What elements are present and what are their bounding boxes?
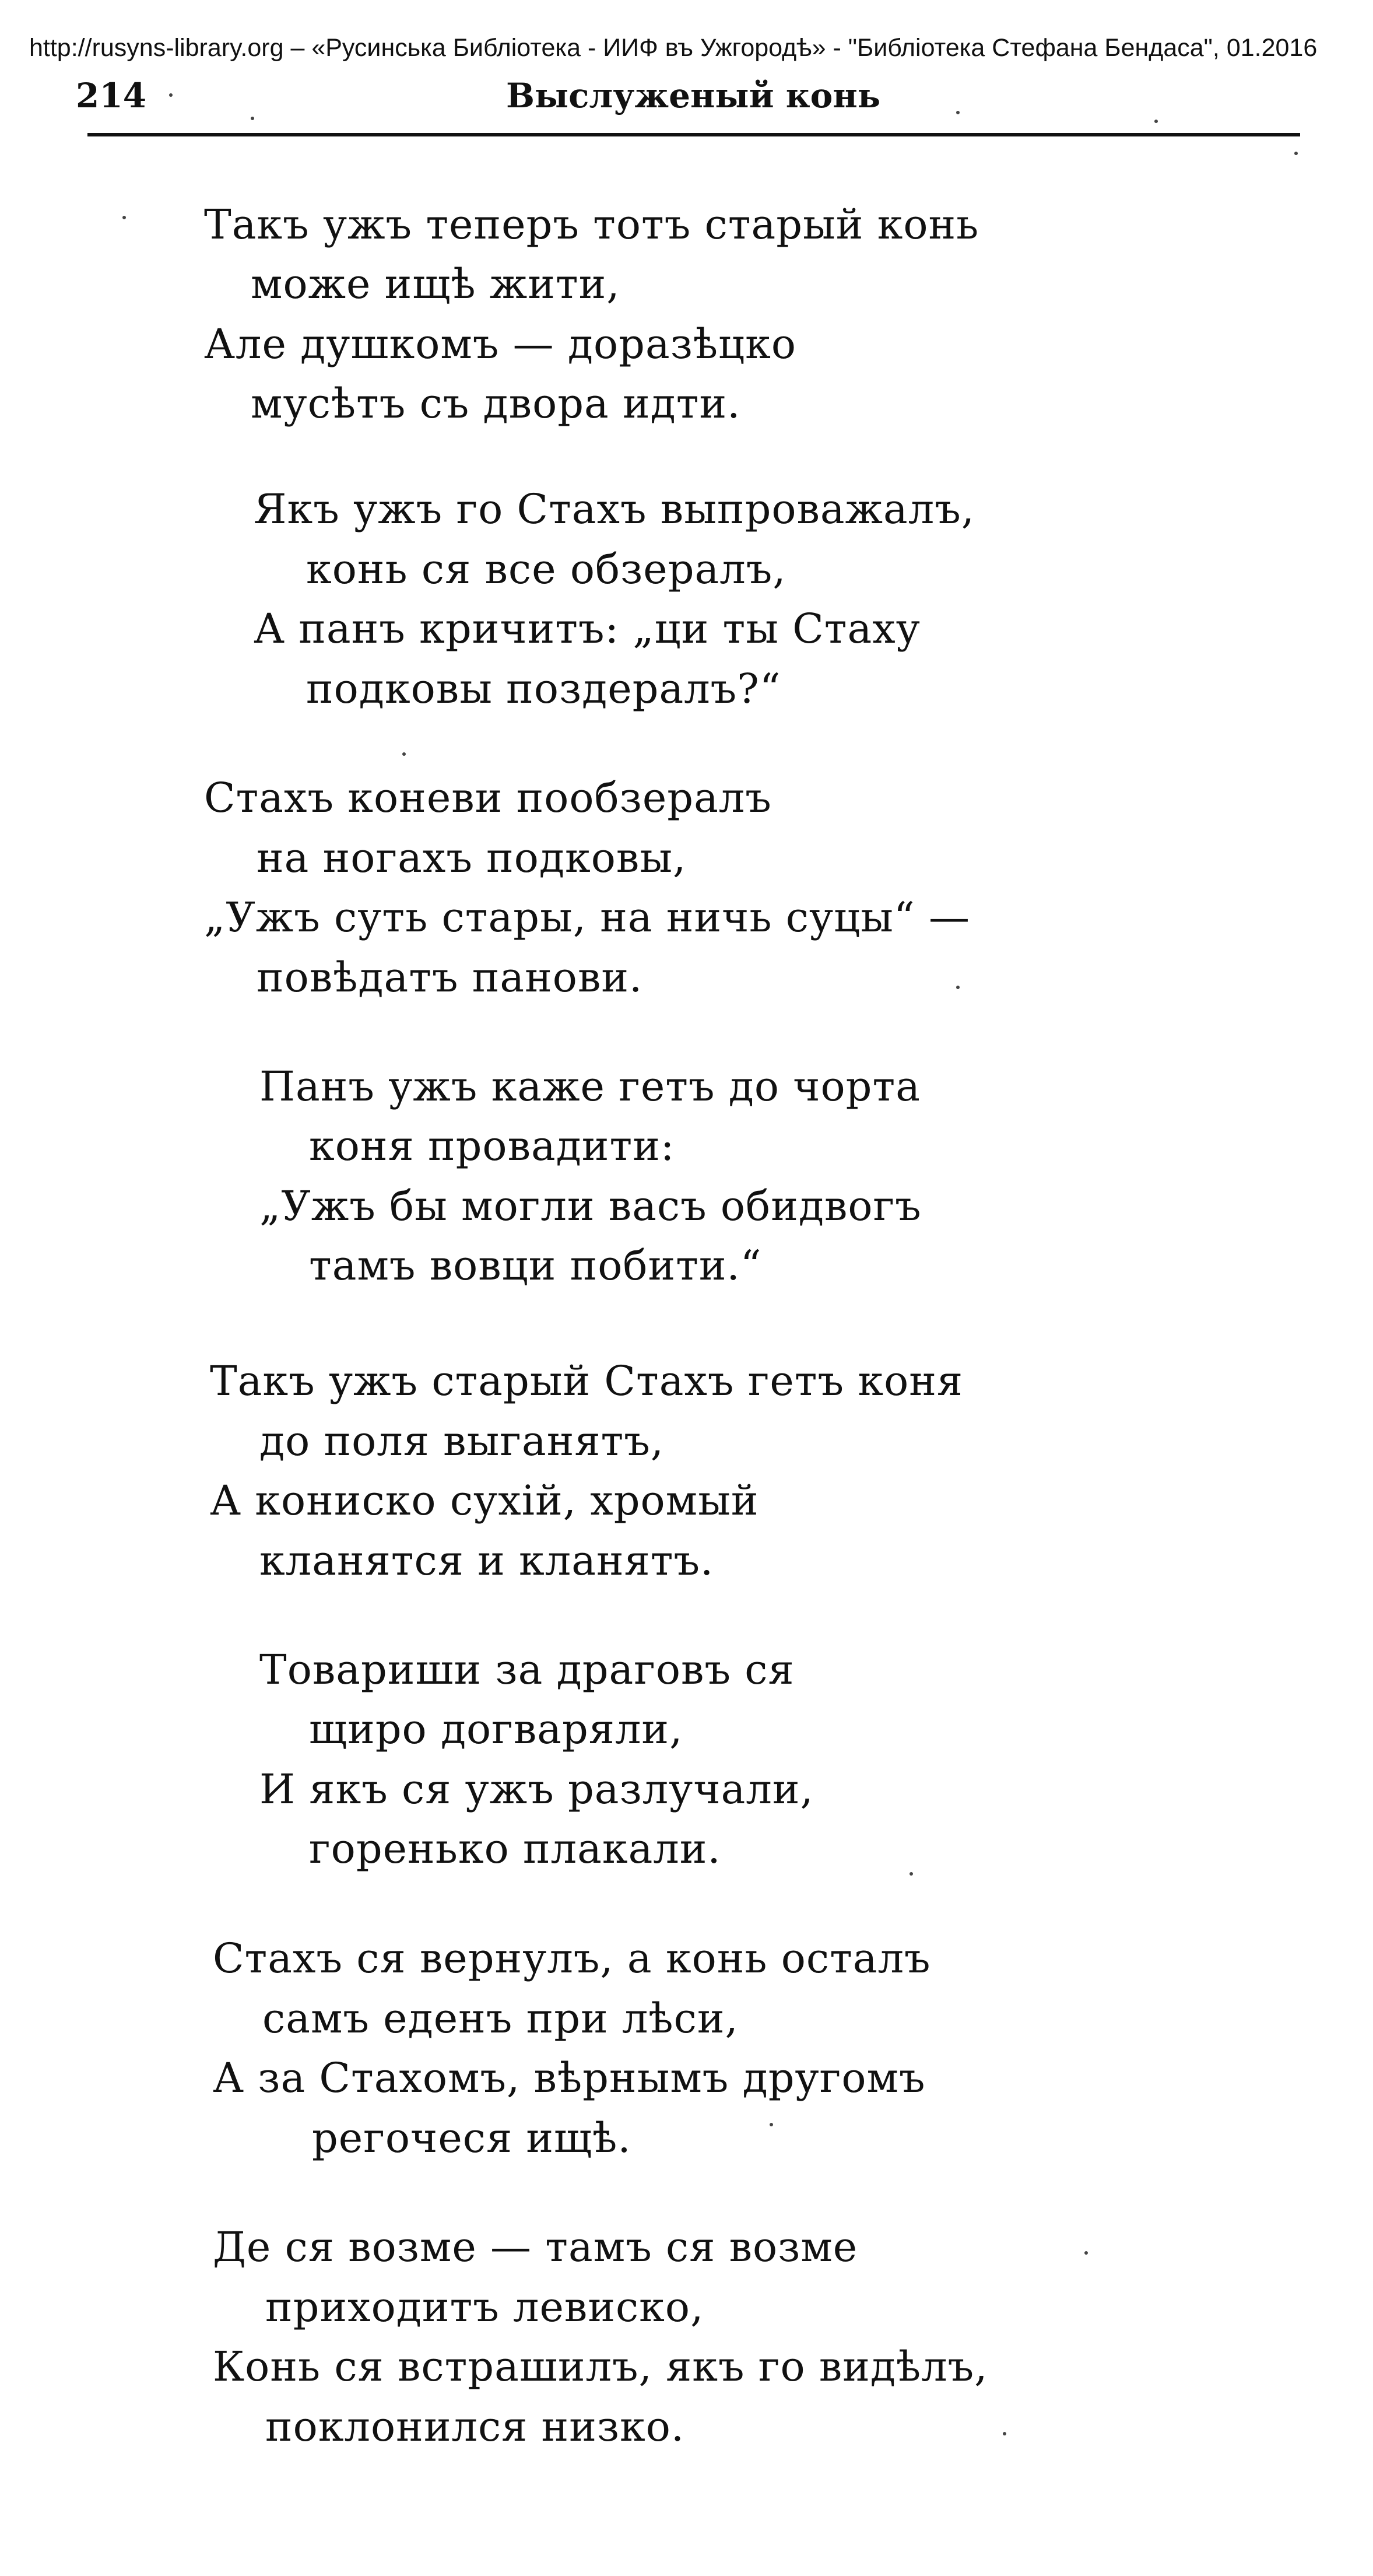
verse-line: може ищѣ жити,: [251, 260, 620, 308]
verse-line: А за Стахомъ, вѣрнымъ другомъ: [213, 2054, 926, 2102]
scan-speck: [251, 117, 254, 120]
verse-line: кланятся и кланятъ.: [259, 1537, 714, 1585]
scan-speck: [1154, 120, 1158, 123]
verse-line: Такъ ужъ старый Стахъ гетъ коня: [210, 1357, 964, 1405]
verse-line: приходитъ левиско,: [265, 2283, 704, 2331]
page-number: 214: [76, 76, 147, 115]
verse-line: Стахъ ся вернулъ, а конь осталъ: [213, 1934, 931, 1982]
verse-line: Але душкомъ — доразѣцко: [204, 320, 796, 368]
scan-speck: [910, 1872, 913, 1876]
running-title: Выслуженый конь: [506, 76, 881, 115]
verse-line: на ногахъ подковы,: [257, 834, 687, 882]
scan-speck: [1294, 152, 1298, 155]
verse-line: „Ужъ бы могли васъ обидвогъ: [259, 1182, 922, 1230]
verse-line: регочеся ищѣ.: [312, 2114, 631, 2162]
verse-line: Панъ ужъ каже гетъ до чорта: [259, 1063, 921, 1110]
verse-line: А панъ кричитъ: „ци ты Стаху: [254, 605, 921, 653]
verse-line: коня провадити:: [309, 1122, 675, 1170]
verse-line: Стахъ коневи пообзералъ: [204, 774, 772, 822]
verse-line: подковы поздералъ?“: [306, 665, 781, 713]
verse-line: самъ еденъ при лѣси,: [262, 1995, 739, 2042]
verse-line: Конь ся встрашилъ, якъ го видѣлъ,: [213, 2343, 988, 2391]
verse-line: мусѣтъ съ двора идти.: [251, 380, 741, 427]
scan-speck: [122, 216, 126, 219]
scan-speck: [956, 986, 960, 989]
verse-line: щиро догваряли,: [309, 1705, 683, 1753]
verse-line: поклонился низко.: [265, 2403, 685, 2451]
scan-speck: [770, 2123, 773, 2126]
source-attribution: http://rusyns-library.org – «Русинська Библіотека - ИИФ въ Ужгородѣ» - "Библіотека Стефана Бендаса", 01.2016: [29, 34, 1318, 62]
verse-line: Де ся возме — тамъ ся возме: [213, 2223, 858, 2271]
verse-line: „Ужъ суть стары, на ничь суцы“ —: [204, 893, 970, 941]
verse-line: А кониско сухій, хромый: [210, 1477, 759, 1524]
scan-speck: [169, 93, 173, 97]
scan-speck: [402, 752, 406, 756]
verse-line: до поля выганятъ,: [259, 1417, 665, 1465]
verse-line: конь ся все обзералъ,: [306, 545, 786, 593]
verse-line: повѣдатъ панови.: [257, 954, 643, 1001]
header-rule: [87, 133, 1300, 136]
scan-speck: [956, 111, 960, 114]
verse-line: тамъ вовци побити.“: [309, 1242, 762, 1289]
verse-line: И якъ ся ужъ разлучали,: [259, 1765, 814, 1813]
verse-line: Товариши за драговъ ся: [259, 1646, 795, 1694]
verse-line: Якъ ужъ го Стахъ выпроважалъ,: [254, 485, 975, 533]
scan-speck: [1003, 2432, 1006, 2435]
verse-line: гоpенько плакали.: [309, 1825, 721, 1873]
verse-line: Такъ ужъ теперъ тотъ старый конь: [204, 201, 979, 248]
scan-speck: [1084, 2251, 1088, 2255]
